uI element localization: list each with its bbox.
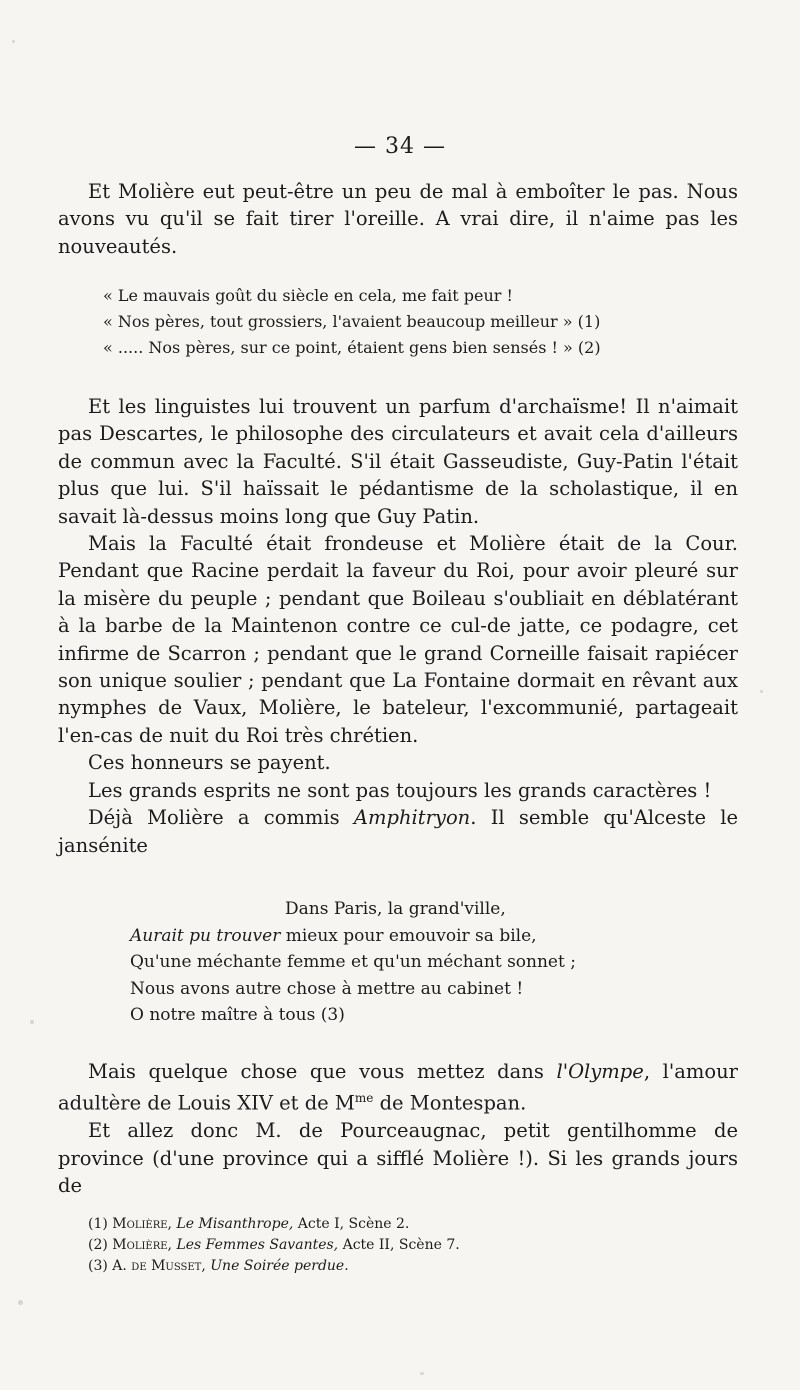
paragraph-amphitryon bbox=[58, 804, 738, 859]
verse-italic: Aurait pu trouver bbox=[130, 925, 281, 946]
footnote: (1) Molière, Le Misanthrope, Acte I, Scène 2. bbox=[88, 1216, 410, 1232]
intro-paragraph: Et Molière eut peut-être un peu de mal à emboîter le pas. Nous avons vu qu'il se fait tirer l'oreille. A vrai dire, il n'aime pas les nouveautés. bbox=[58, 180, 738, 258]
superscript: me bbox=[354, 1091, 374, 1106]
paragraph-honneurs: Ces honneurs se payent. bbox=[88, 751, 331, 775]
footnote: (2) Molière, Les Femmes Savantes, Acte II, Scène 7. bbox=[88, 1237, 460, 1253]
paragraph-pourceaugnac: Et allez donc M. de Pourceaugnac, petit gentilhomme de province (d'une province qui a sifflé Molière !). Si les grands jours de bbox=[58, 1119, 738, 1198]
verse-line: Qu'une méchante femme et qu'un méchant sonnet ; bbox=[130, 952, 576, 972]
amphitryon-text-before: Déjà Molière a commis bbox=[88, 806, 354, 830]
footnotes bbox=[88, 1214, 688, 1277]
paragraph-grands-esprits: Les grands esprits ne sont pas toujours les grands caractères ! bbox=[88, 778, 712, 802]
verse-line: Dans Paris, la grand'ville, bbox=[285, 899, 506, 919]
verse-line: Aurait pu trouver mieux pour emouvoir sa bile, bbox=[130, 925, 537, 946]
paper-speck bbox=[760, 690, 763, 693]
amphitryon-text-after: . Il semble qu'Alceste le jansénite bbox=[58, 806, 739, 857]
verse-block bbox=[130, 896, 690, 1029]
quotation-block bbox=[58, 283, 738, 361]
verse-line: Nous avons autre chose à mettre au cabinet ! bbox=[130, 978, 524, 999]
paper-speck bbox=[420, 1372, 424, 1375]
paper-speck bbox=[12, 40, 15, 43]
verse-line: O notre maître à tous (3) bbox=[130, 1005, 345, 1025]
closing-text-block bbox=[58, 1058, 738, 1200]
quote-line: « ..... Nos pères, sur ce point, étaient gens bien sensés ! » (2) bbox=[103, 338, 601, 357]
paragraph-linguistes: Et les linguistes lui trouvent un parfum d'archaïsme! Il n'aimait pas Descartes, le philosophe des circulateurs et avait cela d'ailleurs de commun avec la Faculté. S'il était Gasseudiste, Guy-Patin l'était plus que lui. S'il haïssait le pédantisme de la scholastique, il en savait là-dessus moins long que Guy Patin. bbox=[58, 395, 738, 528]
paragraph-faculte: Mais la Faculté était frondeuse et Molière était de la Cour. Pendant que Racine perdait la faveur du Roi, pour avoir pleuré sur la misère du peuple ; pendant que Boileau s'oubliait en déblatérant à la barbe de la Maintenon contre ce cul-de jatte, ce podagre, cet infirme de Scarron ; pendant que le grand Corneille faisait rapiécer son unique soulier ; pendant que La Fontaine dormait en rêvant aux nymphes de Vaux, Molière, le bateleur, l'excommunié, partageait l'en-cas de nuit du Roi très chrétien. bbox=[58, 532, 738, 747]
intro-paragraph-block bbox=[58, 178, 738, 260]
olympe-title: l'Olympe bbox=[556, 1060, 644, 1083]
quote-line: « Nos pères, tout grossiers, l'avaient beaucoup meilleur » (1) bbox=[103, 312, 601, 331]
paper-speck bbox=[30, 1020, 34, 1024]
footnote: (3) A. de Musset, Une Soirée perdue. bbox=[88, 1258, 349, 1274]
paragraph-olympe: Mais quelque chose que vous mettez dans l'Olympe, l'amour adultère de Louis XIV et de $M^{me}$ de Montespan. bbox=[58, 1060, 738, 1115]
body-text-block bbox=[58, 393, 738, 859]
paper-speck bbox=[18, 1300, 23, 1305]
page-number: — 34 — bbox=[354, 134, 446, 159]
quote-line: « Le mauvais goût du siècle en cela, me fait peur ! bbox=[103, 286, 513, 305]
amphitryon-title: Amphitryon bbox=[353, 806, 471, 830]
